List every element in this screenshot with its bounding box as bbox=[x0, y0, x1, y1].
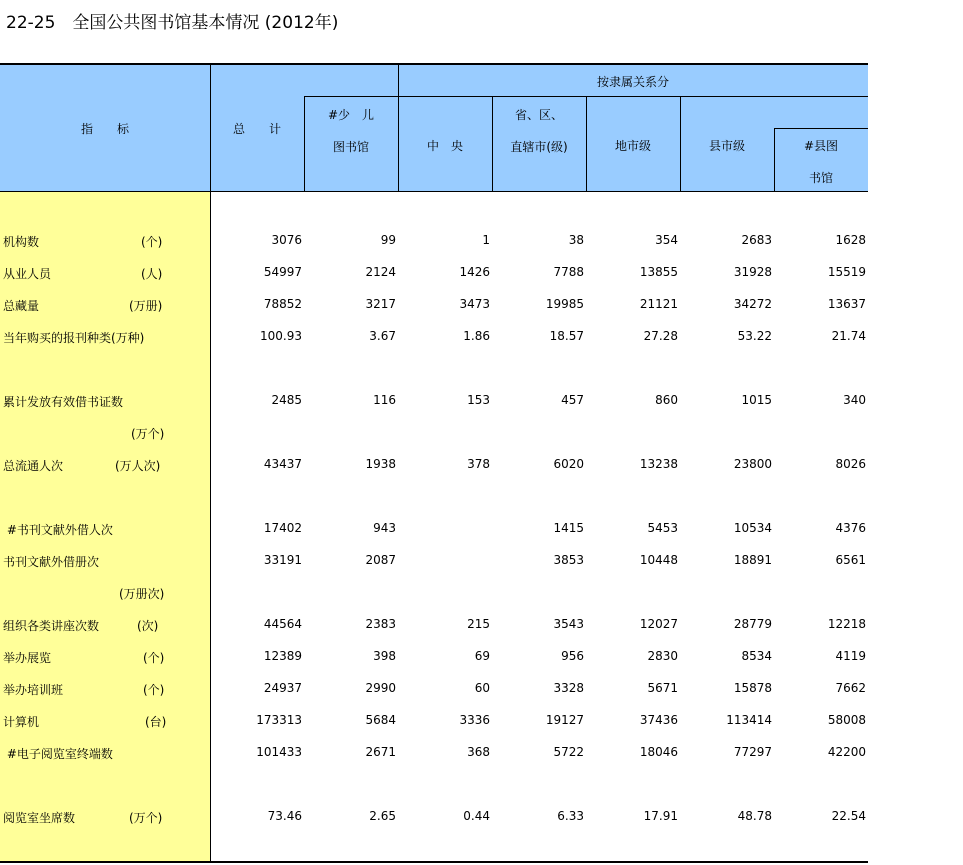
row-label: #电子阅览室终端数 bbox=[3, 747, 113, 761]
table-cell: 19985 bbox=[545, 297, 584, 311]
indicator-column-border bbox=[210, 192, 211, 862]
table-cell: 43437 bbox=[263, 457, 302, 471]
row-unit: (台) bbox=[145, 715, 167, 729]
header-children-line2: 图书馆 bbox=[332, 140, 369, 154]
row-label: #书刊文献外借人次 bbox=[3, 523, 113, 537]
table-cell: 215 bbox=[467, 617, 490, 631]
row-label: 从业人员 bbox=[3, 267, 52, 281]
table-cell: 58008 bbox=[827, 713, 866, 727]
table-cell: 22.54 bbox=[831, 809, 866, 823]
table-cell: 13855 bbox=[639, 265, 678, 279]
row-label: 当年购买的报刊种类(万种) bbox=[3, 331, 145, 345]
row-unit: (个) bbox=[143, 683, 165, 697]
row-label: 书刊文献外借册次 bbox=[3, 555, 100, 569]
table-cell: 19127 bbox=[545, 713, 584, 727]
table-cell: 340 bbox=[843, 393, 866, 407]
row-label: 阅览室坐席数 bbox=[3, 811, 76, 825]
row-unit: (万个) bbox=[129, 811, 163, 825]
table-cell: 99 bbox=[380, 233, 396, 247]
table-cell: 4376 bbox=[835, 521, 866, 535]
table-cell: 153 bbox=[467, 393, 490, 407]
table-cell: 3543 bbox=[553, 617, 584, 631]
table-cell: 3217 bbox=[365, 297, 396, 311]
table-cell: 54997 bbox=[263, 265, 302, 279]
table-cell: 3473 bbox=[459, 297, 490, 311]
table-cell: 2087 bbox=[365, 553, 396, 567]
table-cell: 17402 bbox=[263, 521, 302, 535]
table-cell: 173313 bbox=[256, 713, 302, 727]
table-cell: 13637 bbox=[827, 297, 866, 311]
table-cell: 7662 bbox=[835, 681, 866, 695]
table-cell: 4119 bbox=[835, 649, 866, 663]
table-cell: 100.93 bbox=[260, 329, 302, 343]
table-cell: 18891 bbox=[733, 553, 772, 567]
row-label: 计算机 bbox=[3, 715, 40, 729]
header-central: 中 央 bbox=[426, 139, 463, 153]
table-cell: 48.78 bbox=[737, 809, 772, 823]
row-label: 组织各类讲座次数 bbox=[3, 619, 100, 633]
header-total: 总 计 bbox=[232, 122, 281, 136]
table-cell: 1.86 bbox=[463, 329, 490, 343]
table-cell: 60 bbox=[474, 681, 490, 695]
row-label: 总藏量 bbox=[3, 299, 40, 313]
table-cell: 6.33 bbox=[557, 809, 584, 823]
row-label: 举办培训班 bbox=[3, 683, 64, 697]
table-bottom-border bbox=[0, 861, 868, 863]
table-cell: 10448 bbox=[639, 553, 678, 567]
table-cell: 378 bbox=[467, 457, 490, 471]
table-cell: 398 bbox=[373, 649, 396, 663]
table-cell: 113414 bbox=[726, 713, 772, 727]
header-province-line1: 省、区、 bbox=[514, 108, 563, 122]
table-cell: 8026 bbox=[835, 457, 866, 471]
row-unit: (个) bbox=[141, 235, 163, 249]
header-divider bbox=[774, 128, 868, 129]
table-cell: 2124 bbox=[365, 265, 396, 279]
table-cell: 1426 bbox=[459, 265, 490, 279]
table-cell: 73.46 bbox=[267, 809, 302, 823]
header-group: 按隶属关系分 bbox=[596, 75, 669, 89]
table-cell: 33191 bbox=[263, 553, 302, 567]
table-cell: 44564 bbox=[263, 617, 302, 631]
table-cell: 0.44 bbox=[463, 809, 490, 823]
table-cell: 3076 bbox=[271, 233, 302, 247]
header-prefecture: 地市级 bbox=[614, 139, 651, 153]
table-cell: 5453 bbox=[647, 521, 678, 535]
header-county: 县市级 bbox=[708, 139, 745, 153]
table-cell: 116 bbox=[373, 393, 396, 407]
table-cell: 860 bbox=[655, 393, 678, 407]
header-top-border bbox=[0, 63, 868, 65]
table-cell: 10534 bbox=[733, 521, 772, 535]
table-cell: 21.74 bbox=[831, 329, 866, 343]
row-label: 累计发放有效借书证数 bbox=[3, 395, 124, 409]
row-label: 总流通人次 bbox=[3, 459, 64, 473]
table-cell: 6020 bbox=[553, 457, 584, 471]
table-cell: 6561 bbox=[835, 553, 866, 567]
table-cell: 12389 bbox=[263, 649, 302, 663]
table-cell: 53.22 bbox=[737, 329, 772, 343]
table-cell: 69 bbox=[474, 649, 490, 663]
table-cell: 78852 bbox=[263, 297, 302, 311]
table-cell: 5684 bbox=[365, 713, 396, 727]
table-cell: 15878 bbox=[733, 681, 772, 695]
row-unit: (万人次) bbox=[115, 459, 161, 473]
table-cell: 2.65 bbox=[369, 809, 396, 823]
table-cell: 17.91 bbox=[643, 809, 678, 823]
row-unit: (次) bbox=[137, 619, 159, 633]
table-cell: 42200 bbox=[827, 745, 866, 759]
table-cell: 31928 bbox=[733, 265, 772, 279]
row-unit: (万册次) bbox=[119, 587, 165, 601]
table-cell: 38 bbox=[568, 233, 584, 247]
header-indicator: 指 标 bbox=[80, 122, 129, 136]
table-cell: 12218 bbox=[827, 617, 866, 631]
table-cell: 1 bbox=[482, 233, 490, 247]
header-countylib-line2: 书馆 bbox=[808, 171, 833, 185]
table-cell: 956 bbox=[561, 649, 584, 663]
table-cell: 77297 bbox=[733, 745, 772, 759]
row-label: 机构数 bbox=[3, 235, 40, 249]
table-cell: 27.28 bbox=[643, 329, 678, 343]
table-cell: 7788 bbox=[553, 265, 584, 279]
table-cell: 13238 bbox=[639, 457, 678, 471]
table-cell: 457 bbox=[561, 393, 584, 407]
table-cell: 18.57 bbox=[549, 329, 584, 343]
table-cell: 3328 bbox=[553, 681, 584, 695]
table-cell: 24937 bbox=[263, 681, 302, 695]
table-cell: 1938 bbox=[365, 457, 396, 471]
table-cell: 3.67 bbox=[369, 329, 396, 343]
header-countylib-line1: #县图 bbox=[803, 139, 839, 153]
table-cell: 2485 bbox=[271, 393, 302, 407]
table-cell: 3336 bbox=[459, 713, 490, 727]
table-cell: 2671 bbox=[365, 745, 396, 759]
table-cell: 1015 bbox=[741, 393, 772, 407]
table-cell: 23800 bbox=[733, 457, 772, 471]
table-cell: 3853 bbox=[553, 553, 584, 567]
table-cell: 5722 bbox=[553, 745, 584, 759]
table-cell: 28779 bbox=[733, 617, 772, 631]
header-children-line1: #少 儿 bbox=[327, 108, 375, 122]
table-cell: 8534 bbox=[741, 649, 772, 663]
table-cell: 34272 bbox=[733, 297, 772, 311]
table-cell: 5671 bbox=[647, 681, 678, 695]
table-cell: 101433 bbox=[256, 745, 302, 759]
table-cell: 2990 bbox=[365, 681, 396, 695]
table-cell: 2383 bbox=[365, 617, 396, 631]
table-cell: 1628 bbox=[835, 233, 866, 247]
table-cell: 943 bbox=[373, 521, 396, 535]
table-cell: 354 bbox=[655, 233, 678, 247]
row-label: 举办展览 bbox=[3, 651, 52, 665]
table-cell: 37436 bbox=[639, 713, 678, 727]
table-cell: 21121 bbox=[639, 297, 678, 311]
page-title: 22-25 全国公共图书馆基本情况 (2012年) bbox=[6, 13, 339, 33]
row-unit: (个) bbox=[143, 651, 165, 665]
table-cell: 18046 bbox=[639, 745, 678, 759]
row-unit: (万个) bbox=[131, 427, 165, 441]
row-unit: (万册) bbox=[129, 299, 163, 313]
header-province-line2: 直辖市(级) bbox=[510, 140, 568, 154]
table-cell: 1415 bbox=[553, 521, 584, 535]
row-unit: (人) bbox=[141, 267, 163, 281]
table-cell: 2830 bbox=[647, 649, 678, 663]
table-cell: 368 bbox=[467, 745, 490, 759]
table-cell: 12027 bbox=[639, 617, 678, 631]
table-cell: 15519 bbox=[827, 265, 866, 279]
table-cell: 2683 bbox=[741, 233, 772, 247]
